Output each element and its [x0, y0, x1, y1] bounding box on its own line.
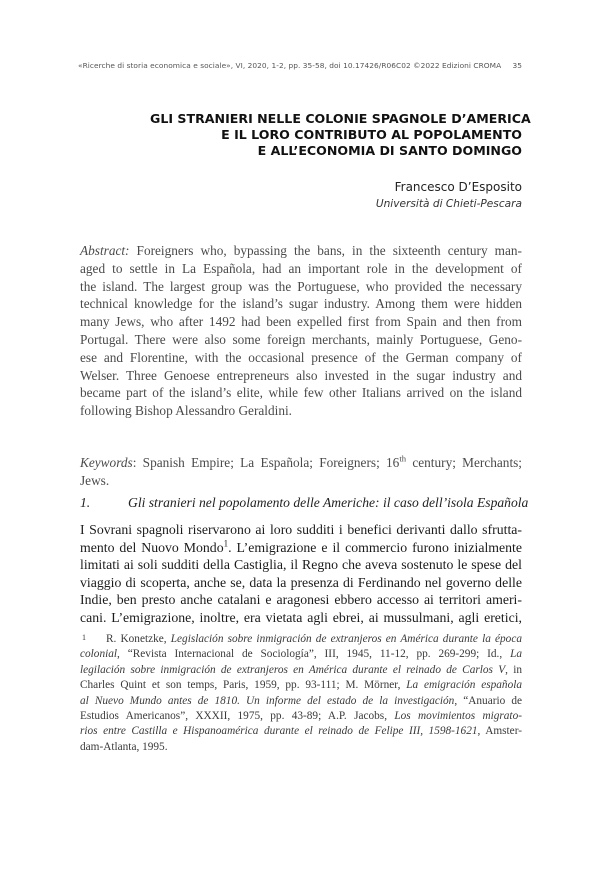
keywords-label: Keywords — [80, 455, 133, 470]
footnote-line: Charles Quint et son temps, Paris, 1959, pp. 93-111; M. Mörner, La emigración española — [80, 679, 523, 692]
footnote-ref[interactable]: 1 — [223, 538, 229, 548]
abstract-label: Abstract: — [80, 243, 130, 258]
section-number: 1. — [80, 495, 91, 510]
section-heading — [80, 494, 529, 512]
footnote-line: dam-Atlanta, 1995. — [80, 740, 168, 753]
body-line: viaggio di scoperta, anche se, data la presenza di Ferdinando nel governo delle — [80, 574, 522, 590]
footnote-line: rios entre Castilla e Hispanoamérica durante el reinado de Felipe III, 1598-1621, Amster- — [80, 725, 522, 738]
abstract-line: technical knowledge for the island’s sugar industry. Among them were hidden — [80, 296, 522, 312]
footnote — [80, 632, 522, 755]
page-number: 35 — [512, 61, 522, 70]
body-line: mento del Nuovo Mondo$^1$. L’emigrazione e il commercio furono inizialmente — [80, 538, 522, 555]
journal-citation: «Ricerche di storia economica e sociale», VI, 2020, 1-2, pp. 35-58, doi 10.17426/R06C02 ©2022 Edizioni CROMA — [78, 61, 502, 70]
abstract-line: aged to settle in La Española, had an important role in the development of — [80, 260, 522, 276]
footnote-line: R. Konetzke, Legislación sobre inmigración de extranjeros en América durante la época — [106, 633, 522, 645]
abstract-line: many Jews, who after 1492 had been expelled first from Spain and then from — [80, 314, 522, 330]
article-title — [150, 111, 531, 159]
body-line: limitati ai soli sudditi della Castiglia, il Regno che aveva sostenuto le spese del — [80, 557, 522, 573]
footnote-line: legilación sobre inmigración de extranjeros en América durante el reinado de Carlos V, in — [80, 663, 523, 676]
abstract-line: Welser. Three Genoese entrepreneurs also invested in the sugar industry and — [80, 367, 522, 383]
author-name: Francesco D’Esposito — [394, 180, 522, 194]
footnote-line: al Nuevo Mundo antes de 1810. Un informe del estado de la investigación, “Anuario de — [80, 694, 523, 707]
footnote-marker: 1 — [82, 633, 86, 642]
section-title: Gli stranieri nel popolamento delle Americhe: il caso dell’isola Española — [128, 495, 529, 510]
abstract-line: Portugal. There were also some foreign merchants, mainly Portuguese, Geno- — [80, 331, 522, 347]
title-line-1: GLI STRANIERI NELLE COLONIE SPAGNOLE D’AMERICA — [150, 111, 531, 126]
abstract-line: ese and Florentine, with the occasional presence of the German company of — [80, 349, 522, 365]
abstract-line: Abstract: Foreigners who, bypassing the bans, in the sixteenth century man- — [80, 243, 522, 258]
body-line: Indie, ben presto anche catalani e aragonesi ebbero accesso ai territori ameri- — [80, 592, 522, 608]
running-header — [78, 61, 522, 70]
title-line-2: E IL LORO CONTRIBUTO AL POPOLAMENTO — [221, 127, 522, 142]
footnote-text — [106, 632, 522, 647]
keywords-line: Jews. — [80, 472, 110, 488]
abstract — [80, 242, 522, 420]
body-paragraph — [80, 521, 522, 627]
keywords — [80, 454, 522, 490]
abstract-line: following Bishop Alessandro Geraldini. — [80, 403, 292, 419]
footnote-line: colonial, “Revista Internacional de Sociología”, III, 1945, 11-12, pp. 269-299; Id., La — [80, 648, 522, 661]
abstract-line: became part of the island’s elite, while few other Italians arrived on the island — [80, 385, 522, 401]
abstract-line: the island. The largest group was the Portuguese, who provided the necessary — [80, 278, 522, 294]
title-line-3: E ALL’ECONOMIA DI SANTO DOMINGO — [257, 143, 522, 158]
keywords-line: Keywords: Spanish Empire; La Española; Foreigners; 16th century; Merchants; — [80, 453, 523, 470]
author-affiliation: Università di Chieti-Pescara — [375, 198, 522, 210]
body-line: cani. L’emigrazione, inoltre, era vietata agli ebrei, ai mussulmani, agli eretici, — [80, 609, 522, 625]
footnote-line: Estudios Americanos”, XXXII, 1975, pp. 43-89; A.P. Jacobs, Los movimientos migrato- — [80, 710, 522, 723]
body-line: I Sovrani spagnoli riservarono ai loro sudditi i benefici derivanti dallo sfrutta- — [80, 522, 522, 537]
